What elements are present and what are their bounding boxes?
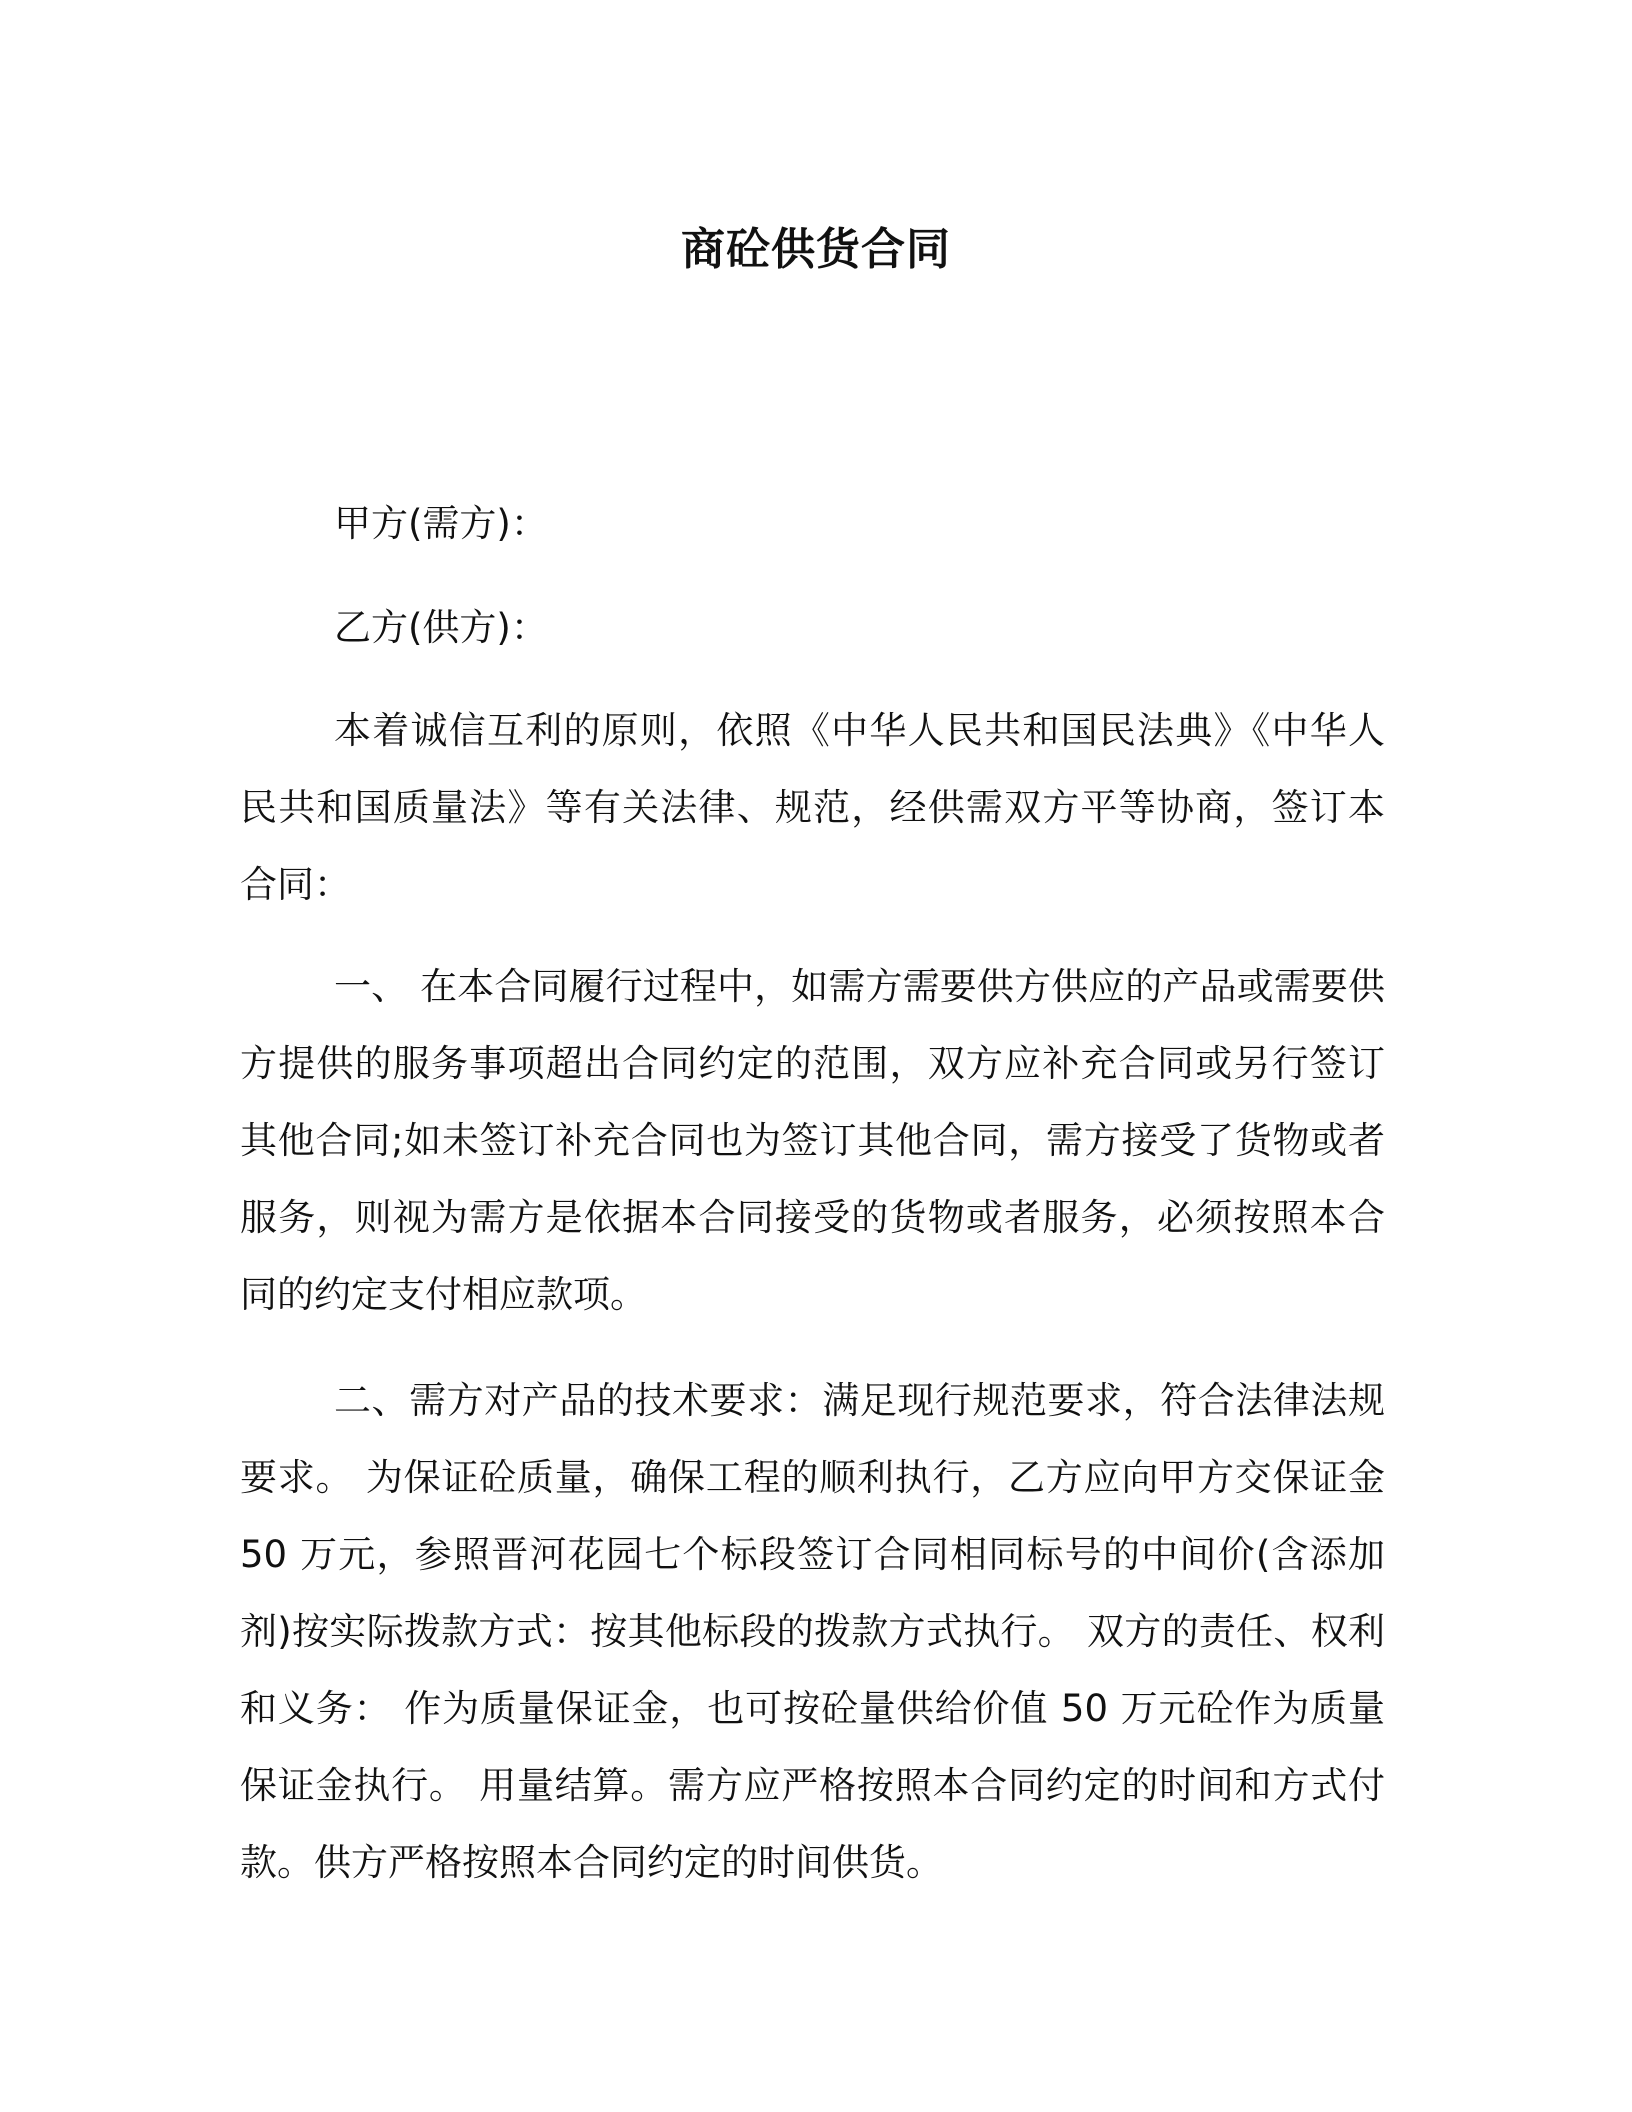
intro-paragraph: 本着诚信互利的原则，依照《中华人民共和国民法典》《中华人民共和国质量法》等有关法律、规范，经供需双方平等协商，签订本合同： — [240, 709, 1385, 906]
document-title: 商砼供货合同 — [681, 224, 951, 275]
party-a-label: 甲方(需方)： — [334, 502, 548, 545]
party-b-label: 乙方(供方)： — [334, 606, 548, 649]
clause-two-paragraph: 二、需方对产品的技术要求：满足现行规范要求，符合法律法规要求。 为保证砼质量，确保工程的顺利执行，乙方应向甲方交保证金 50 万元，参照晋河花园七个标段签订合同相同标号的中间价(含添加剂)按实际拨款方式：按其他标段的拨款方式执行。 双方的责任、权利和义务： 作为质量保证金，也可按砼量供给价值 50 万元砼作为质量保证金执行。 用量结算。需方应严格按照本合同约定的时间和方式付款。供方严格按照本合同约定的时间供货。 — [240, 1379, 1385, 1884]
clause-one-paragraph: 一、 在本合同履行过程中，如需方需要供方供应的产品或需要供方提供的服务事项超出合同约定的范围，双方应补充合同或另行签订其他合同;如未签订补充合同也为签订其他合同，需方接受了货物或者服务，则视为需方是依据本合同接受的货物或者服务，必须按照本合同的约定支付相应款项。 — [240, 965, 1385, 1316]
